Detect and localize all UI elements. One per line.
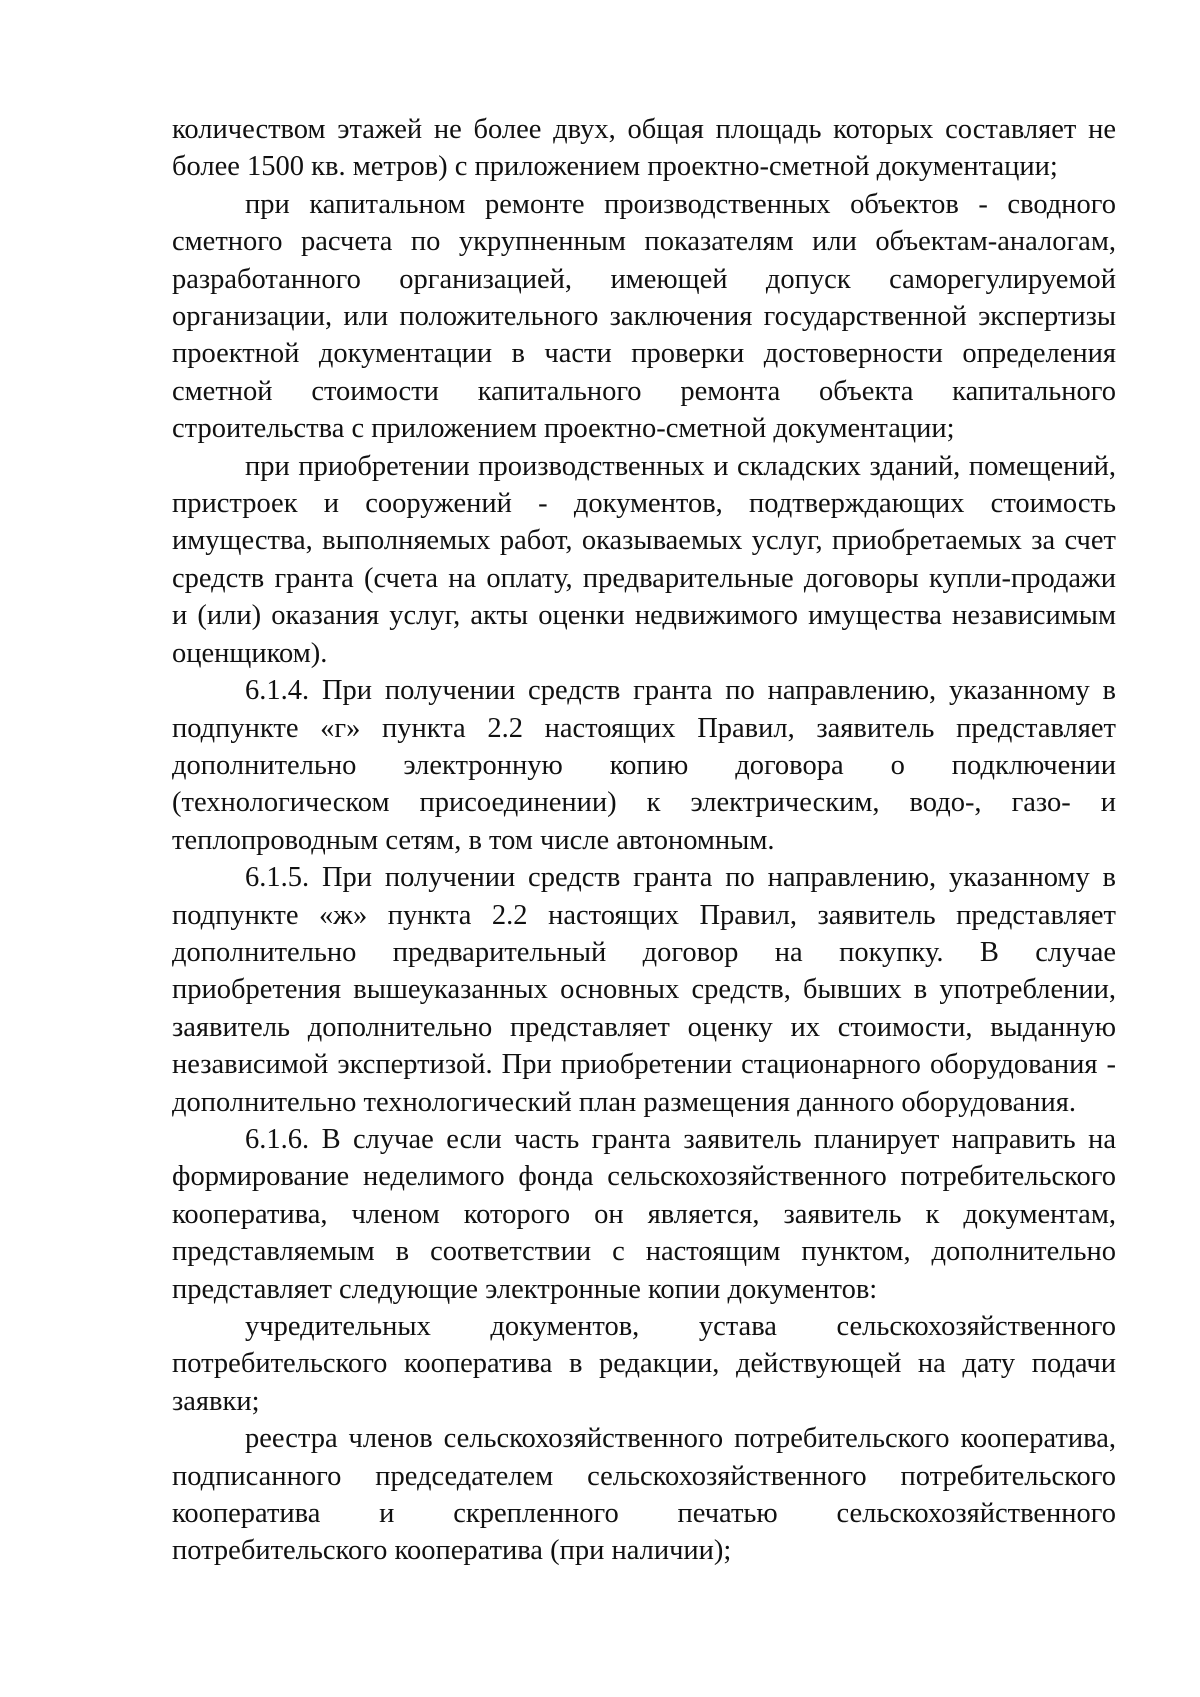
- paragraph-founding-documents: учредительных документов, устава сельскохозяйственного потребительского кооператива в редакции, действующей на дату подачи заявки;: [172, 1311, 1116, 1417]
- paragraph-6-1-5: 6.1.5. При получении средств гранта по направлению, указанному в подпункте «ж» пункта 2.2 настоящих Правил, заявитель представляет дополнительно предварительный договор на покупку. В случае приобретения вышеуказанных основных средств, бывших в употреблении, заявитель дополнительно представляет оценку их стоимости, выданную независимой экспертизой. При приобретении стационарного оборудования - дополнительно технологический план размещения данного оборудования.: [172, 862, 1116, 1118]
- paragraph-capital-repair: при капитальном ремонте производственных объектов - сводного сметного расчета по укрупненным показателям или объектам-аналогам, разработанного организацией, имеющей допуск саморегулируемой организации, или положительного заключения государственной экспертизы проектной документации в части проверки достоверности определения сметной стоимости капитального ремонта объекта капитального строительства с приложением проектно-сметной документации;: [172, 188, 1116, 445]
- paragraph-6-1-6: 6.1.6. В случае если часть гранта заявитель планирует направить на формирование неделимого фонда сельскохозяйственного потребительского кооператива, членом которого он является, заявитель к документам, представляемым в соответствии с настоящим пунктом, дополнительно представляет следующие электронные копии документов:: [172, 1123, 1116, 1305]
- document-page: [172, 111, 1116, 1570]
- paragraph-6-1-4: 6.1.4. При получении средств гранта по направлению, указанному в подпункте «г» пункта 2.2 настоящих Правил, заявитель представляет дополнительно электронную копию договора о подключении (технологическом присоединении) к электрическим, водо-, газо- и теплопроводным сетям, в том числе автономным.: [172, 675, 1116, 856]
- paragraph-continuation: количеством этажей не более двух, общая площадь которых составляет не более 1500 кв. метров) с приложением проектно-сметной документации;: [172, 114, 1116, 183]
- paragraph-members-register: реестра членов сельскохозяйственного потребительского кооператива, подписанного председателем сельскохозяйственного потребительского кооператива и скрепленного печатью сельскохозяйственного потребительского кооператива (при наличии);: [172, 1423, 1116, 1567]
- paragraph-acquisition: при приобретении производственных и складских зданий, помещений, пристроек и сооружений - документов, подтверждающих стоимость имущества, выполняемых работ, оказываемых услуг, приобретаемых за счет средств гранта (счета на оплату, предварительные договоры купли-продажи и (или) оказания услуг, акты оценки недвижимого имущества независимым оценщиком).: [172, 450, 1116, 669]
